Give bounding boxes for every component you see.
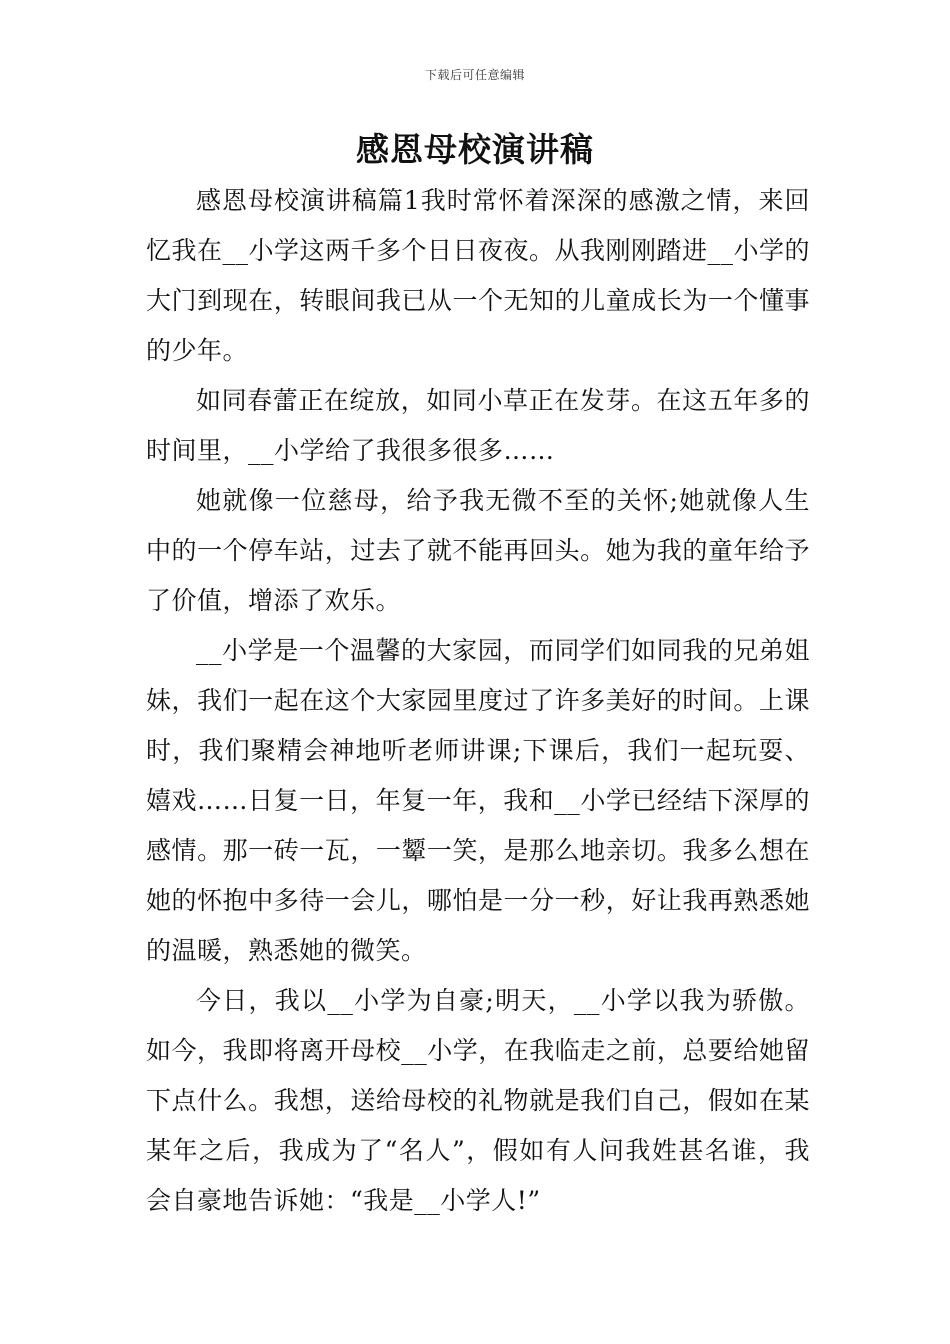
paragraph: 如同春蕾正在绽放，如同小草正在发芽。在这五年多的时间里，__小学给了我很多很多…… xyxy=(146,386,810,465)
document-body xyxy=(146,176,810,1226)
paragraph: __小学是一个温馨的大家园，而同学们如同我的兄弟姐妹，我们一起在这个大家园里度过了许多美好的时间。上课时，我们聚精会神地听老师讲课;下课后，我们一起玩耍、嬉戏……日复一日，年复一年，我和__小学已经结下深厚的感情。那一砖一瓦，一颦一笑，是那么地亲切。我多么想在她的怀抱中多待一会儿，哪怕是一分一秒，好让我再熟悉她的温暖，熟悉她的微笑。 xyxy=(146,636,810,965)
document-title: 感恩母校演讲稿 xyxy=(356,130,594,169)
page-header-note: 下载后可任意编辑 xyxy=(424,68,525,82)
paragraph: 她就像一位慈母，给予我无微不至的关怀;她就像人生中的一个停车站，过去了就不能再回头。她为我的童年给予了价值，增添了欢乐。 xyxy=(146,486,810,615)
paragraph: 今日，我以__小学为自豪;明天，__小学以我为骄傲。如今，我即将离开母校__小学，在我临走之前，总要给她留下点什么。我想，送给母校的礼物就是我们自己，假如在某某年之后，我成为了“名人”，假如有人问我姓甚名谁，我会自豪地告诉她：“我是__小学人!” xyxy=(146,986,810,1215)
paragraph: 感恩母校演讲稿篇1我时常怀着深深的感激之情，来回忆我在__小学这两千多个日日夜夜。从我刚刚踏进__小学的大门到现在，转眼间我已从一个无知的儿童成长为一个懂事的少年。 xyxy=(146,186,811,365)
